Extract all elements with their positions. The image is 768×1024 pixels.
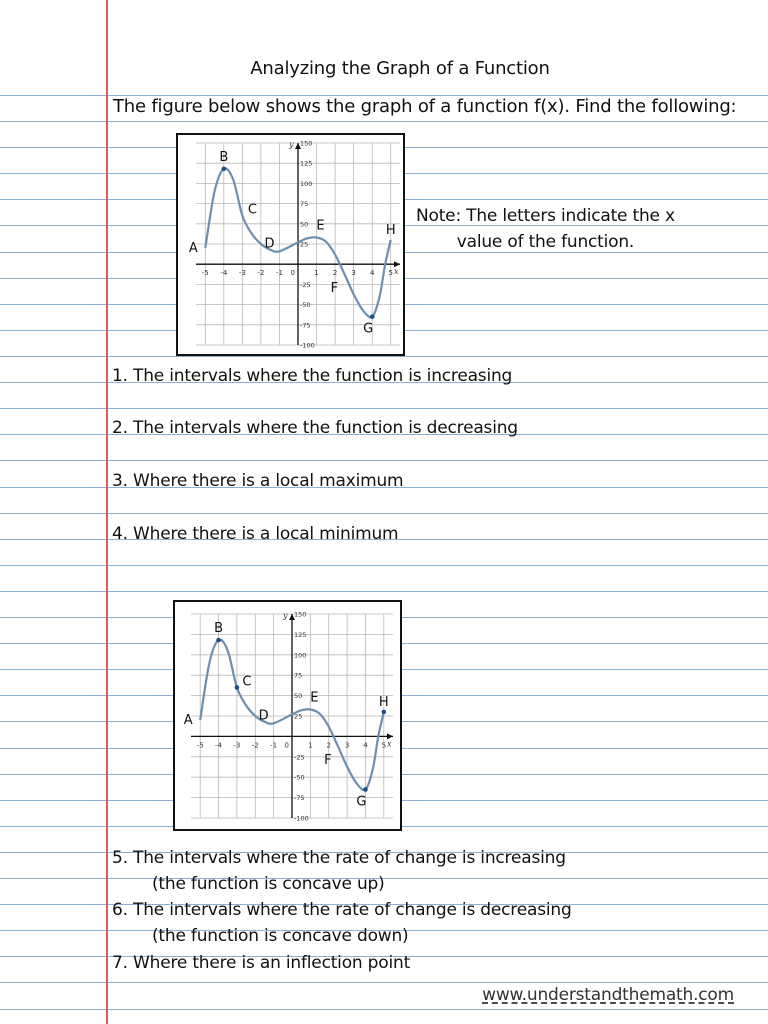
point-label-c: C (242, 674, 252, 690)
question-6-sub: (the function is concave down) (152, 926, 409, 946)
ruled-line (0, 460, 768, 461)
y-tick-label: 100 (294, 651, 307, 660)
point-label-b: B (219, 149, 229, 165)
y-tick-label: 100 (300, 179, 313, 188)
y-tick-label: -50 (294, 773, 305, 782)
y-tick-label: 50 (294, 692, 303, 701)
ruled-line (0, 121, 768, 122)
y-axis-label: y (289, 140, 294, 149)
y-tick-label: 50 (300, 220, 309, 229)
ruled-line (0, 565, 768, 566)
point-label-f: F (324, 753, 332, 769)
point-label-h: H (385, 222, 396, 238)
x-tick-label: -2 (251, 741, 259, 750)
note-line-1: Note: The letters indicate the x (416, 206, 675, 226)
question-7: 7. Where there is an inflection point (112, 953, 411, 973)
point-label-b: B (214, 621, 224, 637)
point-marker-c (235, 685, 240, 690)
point-label-d: D (258, 708, 269, 724)
x-tick-label: 0 (290, 269, 295, 278)
x-tick-label: -5 (196, 741, 204, 750)
x-tick-label: -1 (270, 741, 278, 750)
x-axis-label: x (387, 739, 392, 749)
point-label-g: G (356, 794, 367, 810)
point-label-g: G (363, 321, 374, 337)
y-tick-label: 150 (300, 139, 313, 148)
x-tick-label: -4 (220, 269, 228, 278)
point-label-e: E (316, 218, 325, 234)
point-label-a: A (183, 713, 193, 729)
x-tick-label: -1 (275, 269, 283, 278)
x-tick-label: -3 (238, 269, 246, 278)
chart-1-svg (178, 135, 403, 354)
question-3: 3. Where there is a local maximum (112, 471, 404, 491)
x-tick-label: 4 (363, 741, 368, 750)
point-label-d: D (264, 236, 275, 252)
y-tick-label: -50 (300, 301, 311, 310)
x-axis-label: x (394, 267, 399, 277)
graph-2 (173, 600, 402, 831)
x-tick-label: 3 (351, 269, 356, 278)
x-tick-label: -2 (257, 269, 265, 278)
question-2: 2. The intervals where the function is decreasing (112, 418, 518, 438)
point-marker-b (216, 638, 221, 643)
x-tick-label: 2 (332, 269, 338, 278)
x-tick-label: 3 (344, 741, 350, 750)
x-tick-label: 1 (314, 269, 319, 278)
ruled-line (0, 408, 768, 409)
y-tick-label: 75 (294, 671, 303, 680)
x-tick-label: -3 (233, 741, 241, 750)
point-label-f: F (330, 280, 339, 296)
x-tick-label: 1 (308, 741, 313, 750)
ruled-line (0, 356, 768, 357)
question-4: 4. Where there is a local minimum (112, 524, 399, 544)
chart-2-svg (175, 602, 400, 829)
y-tick-label: 25 (300, 240, 309, 249)
intro-text: The figure below shows the graph of a function f(x). Find the following: (113, 96, 737, 117)
y-tick-label: -75 (294, 794, 305, 803)
margin-line (106, 0, 108, 1024)
x-tick-label: 5 (388, 269, 393, 278)
point-marker-h (382, 710, 387, 715)
x-tick-label: 0 (284, 741, 289, 750)
y-tick-label: 125 (300, 159, 313, 168)
y-tick-label: -25 (294, 753, 305, 762)
point-marker-g (363, 787, 368, 792)
x-tick-label: 4 (369, 269, 375, 278)
y-tick-label: -100 (294, 814, 309, 823)
ruled-line (0, 1009, 768, 1010)
ruled-line (0, 591, 768, 592)
footer-url: www.understandthemath.com (482, 985, 734, 1005)
x-tick-label: -4 (215, 741, 223, 750)
y-axis-label: y (283, 611, 288, 620)
note-text (416, 203, 675, 255)
y-tick-label: -75 (300, 321, 311, 330)
x-tick-label: 2 (326, 741, 331, 750)
question-5-sub: (the function is concave up) (152, 874, 385, 894)
point-marker-b (222, 167, 227, 172)
page-title: Analyzing the Graph of a Function (250, 58, 550, 79)
ruled-line (0, 513, 768, 514)
y-tick-label: 25 (294, 712, 303, 721)
point-label-e: E (310, 690, 319, 706)
graph-1 (176, 133, 405, 356)
point-label-h: H (378, 694, 389, 710)
point-marker-g (370, 314, 375, 319)
question-5: 5. The intervals where the rate of change is increasing (112, 848, 566, 868)
x-tick-label: -5 (201, 269, 209, 278)
note-line-2: value of the function. (456, 232, 635, 252)
y-tick-label: 150 (294, 610, 307, 619)
y-tick-label: -25 (300, 280, 311, 289)
y-tick-label: 75 (300, 200, 309, 209)
x-tick-label: 5 (381, 741, 387, 750)
question-6: 6. The intervals where the rate of change is decreasing (112, 900, 572, 920)
point-label-c: C (247, 202, 257, 218)
point-label-a: A (188, 241, 198, 257)
question-1: 1. The intervals where the function is increasing (112, 366, 513, 386)
ruled-line (0, 982, 768, 983)
y-tick-label: 125 (294, 630, 307, 639)
y-tick-label: -100 (300, 341, 315, 350)
